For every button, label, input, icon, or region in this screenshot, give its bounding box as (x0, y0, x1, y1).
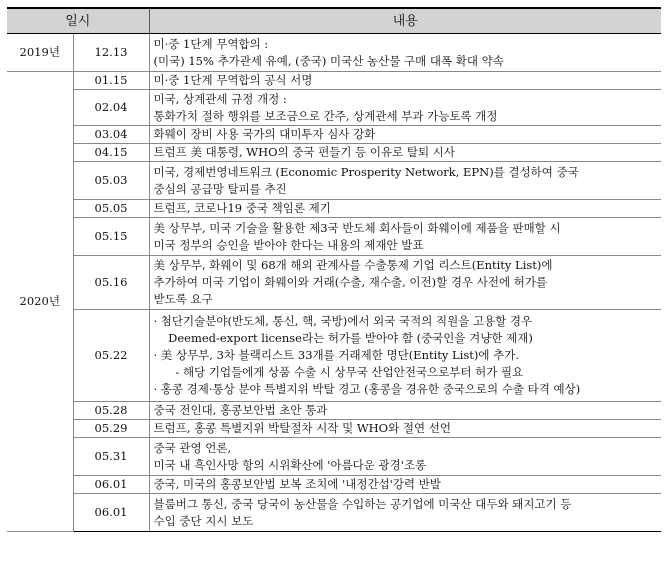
content-cell (149, 72, 661, 90)
date-cell: 05.28 (73, 402, 149, 420)
table-row (7, 256, 661, 310)
content-line: 중심의 공급망 탈피를 추진 (153, 181, 287, 196)
date-cell: 05.16 (73, 256, 149, 310)
content-line: 통화가치 절하 행위를 보조금으로 간주, 상계관세 부과 가능토록 개정 (153, 108, 498, 123)
content-line: 트럼프 美 대통령, WHO의 중국 편들기 등 이유로 탈퇴 시사 (153, 145, 456, 159)
content-line: 추가하여 미국 기업이 화웨이와 거래(수출, 재수출, 이전)할 경우 사전에 허가를 (153, 275, 548, 289)
date-cell: 02.04 (73, 90, 149, 126)
content-line: 미·중 1단계 무역합의 공식 서명 (153, 73, 313, 87)
year-cell: 2020년 (7, 72, 73, 532)
content-cell (149, 494, 661, 532)
date-column-header: 일시 (7, 8, 149, 34)
table-row (7, 420, 661, 438)
date-cell: 05.05 (73, 200, 149, 218)
content-cell (149, 144, 661, 162)
date-cell: 12.13 (73, 34, 149, 72)
date-cell: 05.03 (73, 162, 149, 200)
header-row (7, 8, 661, 34)
table-row (7, 310, 661, 402)
table-row (7, 72, 661, 90)
content-cell (149, 162, 661, 200)
table-row (7, 90, 661, 126)
content-line: 블룸버그 통신, 중국 당국이 농산물을 수입하는 공기업에 미국산 대두와 돼지고기 등 (153, 496, 572, 511)
date-cell: 05.31 (73, 438, 149, 476)
date-cell: 05.29 (73, 420, 149, 438)
content-cell (149, 310, 661, 402)
date-cell: 03.04 (73, 126, 149, 144)
content-line: 화웨이 장비 사용 국가의 대미투자 심사 강화 (153, 127, 376, 141)
content-line: 미국, 상계관세 규정 개정 : (153, 91, 287, 106)
content-line: Deemed-export license라는 허가를 받아야 함 (중국인을 겨냥한 제재) (153, 331, 533, 345)
table-row (7, 144, 661, 162)
content-column-header: 내용 (149, 8, 661, 34)
content-line: 중국, 미국의 홍콩보안법 보복 조치에 '내정간섭'강력 반발 (153, 477, 441, 491)
content-cell (149, 476, 661, 494)
date-cell: 05.15 (73, 218, 149, 256)
table-row (7, 402, 661, 420)
date-cell: 05.22 (73, 310, 149, 402)
content-line: - 해당 기업들에게 상품 수출 시 상무국 산업안전국으로부터 허가 필요 (153, 365, 524, 379)
content-line: 美 상무부, 미국 기술을 활용한 제3국 반도체 회사들이 화웨이에 제품을 판매할 시 (153, 220, 561, 235)
table-row (7, 438, 661, 476)
table-row (7, 494, 661, 532)
table-row (7, 126, 661, 144)
timeline-table (7, 7, 661, 532)
content-line: 수입 중단 지시 보도 (153, 513, 254, 528)
content-cell (149, 126, 661, 144)
content-line: 중국 전인대, 홍콩보안법 초안 통과 (153, 403, 328, 417)
table-row (7, 162, 661, 200)
content-cell (149, 438, 661, 476)
content-line: 트럼프, 코로나19 중국 책임론 제기 (153, 201, 331, 215)
content-cell (149, 200, 661, 218)
table-row (7, 34, 661, 72)
content-line: 트럼프, 홍콩 특별지위 박탈절차 시작 및 WHO와 절연 선언 (153, 421, 451, 435)
content-line: 받도록 요구 (153, 292, 213, 306)
content-line: 미·중 1단계 무역합의 : (153, 36, 269, 51)
date-cell: 06.01 (73, 494, 149, 532)
content-cell (149, 420, 661, 438)
date-cell: 01.15 (73, 72, 149, 90)
content-cell (149, 256, 661, 310)
table-row (7, 218, 661, 256)
table-row (7, 476, 661, 494)
content-line: · 첨단기술분야(반도체, 통신, 핵, 국방)에서 외국 국적의 직원을 고용할 경우 (153, 314, 533, 328)
content-cell (149, 34, 661, 72)
date-cell: 06.01 (73, 476, 149, 494)
content-line: 미국 내 흑인사망 항의 시위확산에 '아름다운 광경'조롱 (153, 457, 427, 472)
content-cell (149, 218, 661, 256)
content-line: (미국) 15% 추가관세 유예, (중국) 미국산 농산물 구매 대폭 확대 약속 (153, 53, 504, 68)
content-line: 미국, 경제번영네트워크 (Economic Prosperity Network, EPN)를 결성하여 중국 (153, 164, 579, 179)
year-cell: 2019년 (7, 34, 73, 72)
content-line: 美 상무부, 화웨이 및 68개 해외 관계사를 수출통제 기업 리스트(Entity List)에 (153, 258, 553, 272)
content-line: 미국 정부의 승인을 받아야 한다는 내용의 제재안 발표 (153, 237, 424, 252)
content-line: 중국 관영 언론, (153, 440, 232, 455)
content-cell (149, 402, 661, 420)
content-line: · 홍콩 경제·통상 분야 특별지위 박탈 경고 (홍콩을 경유한 중국으로의 수출 타격 예상) (153, 382, 581, 396)
content-line: · 美 상무부, 3차 블랙리스트 33개를 거래제한 명단(Entity List)에 추가. (153, 348, 520, 362)
table-row (7, 200, 661, 218)
date-cell: 04.15 (73, 144, 149, 162)
content-cell (149, 90, 661, 126)
